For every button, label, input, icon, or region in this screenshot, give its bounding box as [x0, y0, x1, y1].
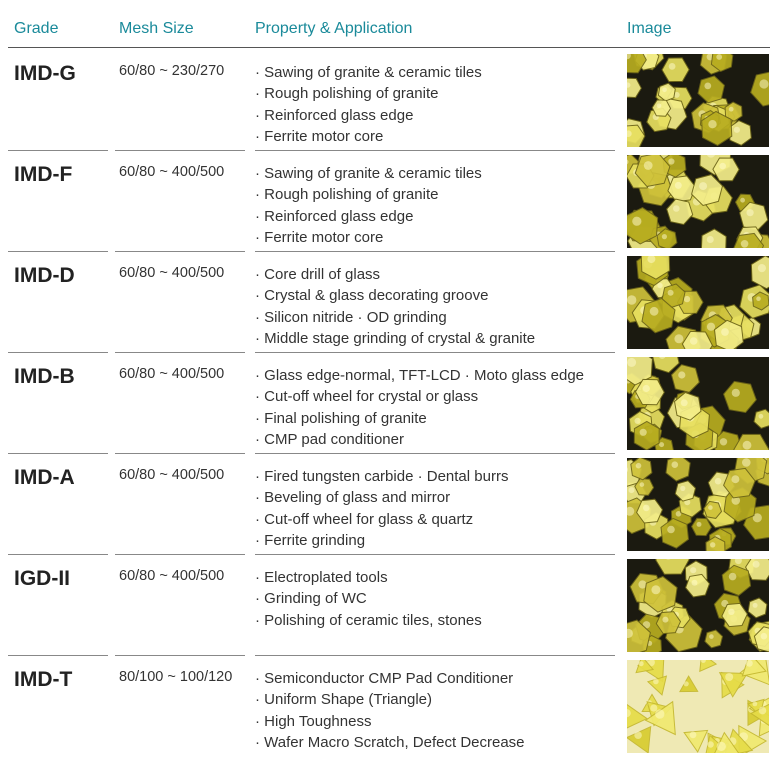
property-item: · Core drill of glass — [255, 266, 381, 283]
mesh-size-cell: 60/80 ~ 400/500 — [119, 467, 225, 483]
property-list — [255, 62, 482, 147]
property-list — [255, 163, 482, 248]
grade-cell: IMD-T — [14, 668, 73, 691]
table-row — [0, 555, 780, 656]
property-item: · Cut-off wheel for glass & quartz — [255, 510, 474, 528]
property-item: · Rough polishing of granite — [255, 186, 439, 204]
property-item: · Fired tungsten carbide · Dental burrs — [255, 468, 509, 485]
table-row — [0, 50, 780, 151]
property-item: · Cut-off wheel for crystal or glass — [255, 388, 479, 406]
grade-cell: IMD-A — [14, 466, 75, 489]
grade-cell: IMD-F — [14, 163, 73, 186]
table-row — [0, 252, 780, 353]
property-item: · CMP pad conditioner — [255, 430, 404, 448]
property-item: · Crystal & glass decorating groove — [255, 287, 489, 305]
property-item: · Final polishing of granite — [255, 409, 427, 427]
diamond-crystal-photo — [627, 155, 769, 248]
property-list — [255, 567, 482, 631]
table-header — [0, 0, 780, 48]
property-item: · Middle stage grinding of crystal & granite — [255, 329, 536, 347]
grade-cell: IGD-II — [14, 567, 70, 590]
mesh-size-cell: 60/80 ~ 400/500 — [119, 366, 225, 382]
property-list — [255, 365, 584, 450]
property-list — [255, 466, 508, 551]
property-item: · Reinforced glass edge — [255, 207, 414, 225]
diamond-crystal-photo — [627, 357, 769, 450]
diamond-crystal-photo — [627, 458, 769, 551]
property-item: · Glass edge-normal, TFT-LCD · Moto glass edge — [255, 367, 585, 384]
property-item: · Polishing of ceramic tiles, stones — [255, 611, 482, 629]
property-item: · Ferrite motor core — [255, 228, 384, 246]
diamond-crystal-photo — [627, 256, 769, 349]
property-item: · Rough polishing of granite — [255, 85, 439, 103]
property-item: · Beveling of glass and mirror — [255, 489, 451, 507]
header-grade: Grade — [14, 20, 59, 37]
property-item: · Wafer Macro Scratch, Defect Decrease — [255, 733, 525, 751]
header-image: Image — [627, 20, 672, 37]
property-item: · Semiconductor CMP Pad Conditioner — [255, 670, 514, 687]
property-item: · Sawing of granite & ceramic tiles — [255, 165, 482, 182]
table-row — [0, 656, 780, 757]
mesh-size-cell: 60/80 ~ 400/500 — [119, 265, 225, 281]
property-item: · Sawing of granite & ceramic tiles — [255, 64, 482, 81]
property-item: · Reinforced glass edge — [255, 106, 414, 124]
table-row — [0, 353, 780, 454]
header-property: Property & Application — [255, 20, 413, 37]
header-divider — [8, 47, 770, 48]
mesh-size-cell: 60/80 ~ 400/500 — [119, 164, 225, 180]
table-row — [0, 151, 780, 252]
table-row — [0, 454, 780, 555]
property-item: · Ferrite motor core — [255, 127, 384, 145]
property-item: · Electroplated tools — [255, 569, 388, 586]
mesh-size-cell: 80/100 ~ 100/120 — [119, 669, 233, 685]
grade-cell: IMD-B — [14, 365, 75, 388]
property-item: · Grinding of WC — [255, 590, 367, 608]
grade-cell: IMD-G — [14, 62, 76, 85]
grade-cell: IMD-D — [14, 264, 75, 287]
mesh-size-cell: 60/80 ~ 400/500 — [119, 568, 225, 584]
property-list — [255, 264, 535, 349]
property-item: · Ferrite grinding — [255, 531, 366, 549]
diamond-crystal-photo — [627, 660, 769, 753]
property-list — [255, 668, 525, 753]
property-item: · Silicon nitride · OD grinding — [255, 308, 447, 326]
mesh-size-cell: 60/80 ~ 230/270 — [119, 63, 225, 79]
diamond-crystal-photo — [627, 559, 769, 652]
property-item: · Uniform Shape (Triangle) — [255, 691, 433, 709]
property-item: · High Toughness — [255, 712, 372, 730]
diamond-crystal-photo — [627, 54, 769, 147]
header-mesh-size: Mesh Size — [119, 20, 194, 37]
